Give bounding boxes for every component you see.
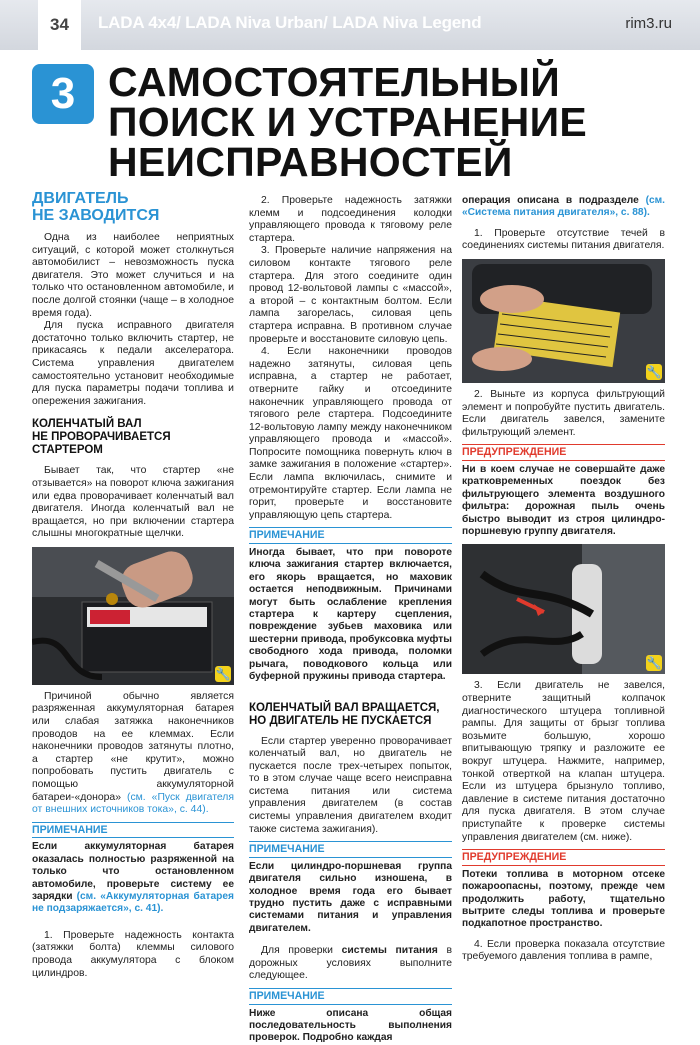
column-1 <box>32 190 234 980</box>
fuel-rail-photo-drawing <box>462 544 665 674</box>
column-3 <box>462 195 665 964</box>
paragraph: Бывает так, что стартер «не отзывается» на поворот ключа зажигания или едва проворачивает коленчатый вал двигателя. Иногда коленчатый вал не вращается, но при включении стартера слышны многократные щелчки. <box>32 465 234 540</box>
wrench-icon: 🔧 <box>215 666 231 681</box>
cross-reference-link[interactable]: (см. «Пуск двигателя от внешних источников тока», с. 44). <box>32 791 234 816</box>
column-2 <box>249 195 452 1045</box>
note-body: Если аккумуляторная батарея оказалась полностью разряженной на только что остановленном автомобиле, проверьте систему ее зарядки <box>32 841 234 903</box>
paragraph-text: в дорожных условиях выполните следующее. <box>249 945 452 982</box>
paragraph: 4. Если наконечники проводов надежно затянуты, силовая цепь исправна, а стартер не работает, отверните гайку и отсоедините наконечник управляющего провода от тягового реле стартера. Подсоедините 12-вольтовую лампу между наконечником управляющего провода и «массой». Попросите помощника повернуть ключ в замке зажигания в положение «стартер». Если лампа включилась, снимите и отремонтируйте стартер. Если лампа не горит, проверьте и восстановите управляющую цепь стартера. <box>249 346 452 521</box>
cross-reference-link[interactable]: (см. «Аккумуляторная батарея не подзаряжается», с. 41). <box>32 891 234 915</box>
paragraph: 1. Проверьте отсутствие течей в соединениях системы питания двигателя. <box>462 227 665 252</box>
section-title <box>32 190 234 224</box>
warning-heading: ПРЕДУПРЕЖДЕНИЕ <box>462 849 665 866</box>
chapter-title-line: ПОИСК И УСТРАНЕНИЕ <box>108 99 587 145</box>
battery-photo <box>32 547 234 685</box>
note-text: Ниже описана общая последовательность выполнения проверок. Подробно каждая <box>249 1007 452 1044</box>
paragraph: 3. Проверьте наличие напряжения на силовом контакте тягового реле стартера. Для этого соедините один провод 12-вольтовой лампы с «массой», а второй – с контактным болтом. Если лампа загорелась, силовая цепь стартера исправна. В противном случае проверьте и восстановите силовую цепь. <box>249 245 452 345</box>
wrench-icon: 🔧 <box>646 656 662 671</box>
paragraph-emphasis: системы питания <box>341 945 438 957</box>
note-text <box>32 841 234 915</box>
subsection-title-line: КОЛЕНЧАТЫЙ ВАЛ ВРАЩАЕТСЯ, <box>249 701 440 714</box>
note-text <box>462 195 665 220</box>
paragraph: Одна из наиболее неприятных ситуаций, с которой может столкнуться автомобилист – невозможность пуска двигателя. Это может случиться и на только что остановленном автомобиле, и после долгой стоянки (чаще – в холодное время года). <box>32 232 234 319</box>
subsection-title <box>32 418 234 457</box>
paragraph: 3. Если двигатель не завелся, отверните защитный колпачок диагностического штуцера топливной рампы. Для защиты от брызг топлива возьмите большую, хорошо впитывающую тряпку и разложите ее вокруг штуцера. Нажмите, например, тонкой отверткой на клапан штуцера. Если из штуцера брызнуло топливо, давление в системе питания достаточно для пуска двигателя. В этом случае приступайте к проверке системы управления двигателем (см. ниже). <box>462 680 665 843</box>
subsection-title <box>249 702 452 728</box>
paragraph: Для пуска исправного двигателя достаточно только включить стартер, не прикасаясь к педали акселератора. Система управления двигателем самостоятельно установит необходимые для пуска параметры подачи топлива и опережения зажигания. <box>32 320 234 407</box>
subsection-title-line: СТАРТЕРОМ <box>32 444 103 457</box>
paragraph: 4. Если проверка показала отсутствие требуемого давления топлива в рампе, <box>462 938 665 963</box>
book-title: LADA 4x4/ LADA Niva Urban/ LADA Niva Legend <box>98 13 482 32</box>
cross-reference-link[interactable]: (см. «Система питания двигателя», с. 88). <box>462 195 665 219</box>
paragraph: Если стартер уверенно проворачивает коленчатый вал, но двигатель не пускается после трех-четырех попыток, то в этом случае чаще всего неисправна система питания или система управления двигателем (в состав системы управления двигателем входит также система зажигания). <box>249 735 452 835</box>
chapter-number-badge: 3 <box>32 64 94 124</box>
warning-text: Потеки топлива в моторном отсеке пожароопасны, поэтому, прежде чем продолжить работу, тщательно вытрите следы топлива и проверьте подкапотное пространство. <box>462 868 665 930</box>
paragraph: 1. Проверьте надежность контакта (затяжки болта) клеммы силового провода аккумулятора с блоком цилиндров. <box>32 929 234 979</box>
paragraph <box>32 691 234 817</box>
note-heading: ПРИМЕЧАНИЕ <box>249 841 452 858</box>
paragraph <box>249 945 452 983</box>
note-body: операция описана в подразделе <box>462 195 646 206</box>
paragraph: 2. Выньте из корпуса фильтрующий элемент и попробуйте пустить двигатель. Если двигатель завелся, замените фильтрующий элемент. <box>462 389 665 438</box>
page-number: 34 <box>38 0 81 50</box>
section-title-line: НЕ ЗАВОДИТСЯ <box>32 207 160 224</box>
air-filter-photo <box>462 259 665 383</box>
wrench-icon: 🔧 <box>646 365 662 379</box>
page-header <box>0 0 700 50</box>
note-heading: ПРИМЕЧАНИЕ <box>249 527 452 544</box>
air-filter-photo-drawing <box>462 259 665 383</box>
paragraph: 2. Проверьте надежность затяжки клемм и подсоединения колодки управляющего провода к тяговому реле стартера. <box>249 195 452 244</box>
paragraph-text: Для проверки <box>261 945 342 957</box>
chapter-title-line: НЕИСПРАВНОСТЕЙ <box>108 139 513 185</box>
subsection-title-line: НО ДВИГАТЕЛЬ НЕ ПУСКАЕТСЯ <box>249 714 432 727</box>
section-title-line: ДВИГАТЕЛЬ <box>32 190 129 207</box>
warning-heading: ПРЕДУПРЕЖДЕНИЕ <box>462 444 665 461</box>
note-heading: ПРИМЕЧАНИЕ <box>32 822 234 839</box>
paragraph-text: Причиной обычно является разряженная аккумуляторная батарея или слабая затяжка наконечников проводов на ее клеммах. Если наконечники проводов затянуты плотно, а стартер «не крутит», можно попробовать пустить двигатель с помощью аккумуляторной батареи-«донора» <box>32 690 234 803</box>
warning-text: Ни в коем случае не совершайте даже кратковременных поездок без фильтрующего элемента воздушного фильтра: дорожная пыль очень быстро выводит из строя цилиндро-поршневую группу двигателя. <box>462 463 665 537</box>
site-url[interactable]: rim3.ru <box>625 15 672 32</box>
subsection-title-line: НЕ ПРОВОРАЧИВАЕТСЯ <box>32 431 171 444</box>
battery-photo-drawing <box>32 547 234 685</box>
note-heading: ПРИМЕЧАНИЕ <box>249 988 452 1005</box>
note-text: Если цилиндро-поршневая группа двигателя сильно изношена, в холодное время года его бывает трудно пустить даже с исправными системами питания и управления двигателем. <box>249 860 452 934</box>
chapter-title <box>108 59 587 185</box>
chapter-title-line: САМОСТОЯТЕЛЬНЫЙ <box>108 59 561 105</box>
subsection-title-line: КОЛЕНЧАТЫЙ ВАЛ <box>32 418 142 431</box>
note-text: Иногда бывает, что при повороте ключа зажигания стартер включается, его якорь вращается, но маховик остается неподвижным. Причинами могут быть ослабление крепления стартера к картеру сцепления, повреждение зубьев маховика или шестерни привода, пробуксовка муфты свободного хода привода, поломки рычага, поводкового кольца или буферной пружины привода стартера. <box>249 547 452 683</box>
fuel-rail-photo <box>462 544 665 674</box>
